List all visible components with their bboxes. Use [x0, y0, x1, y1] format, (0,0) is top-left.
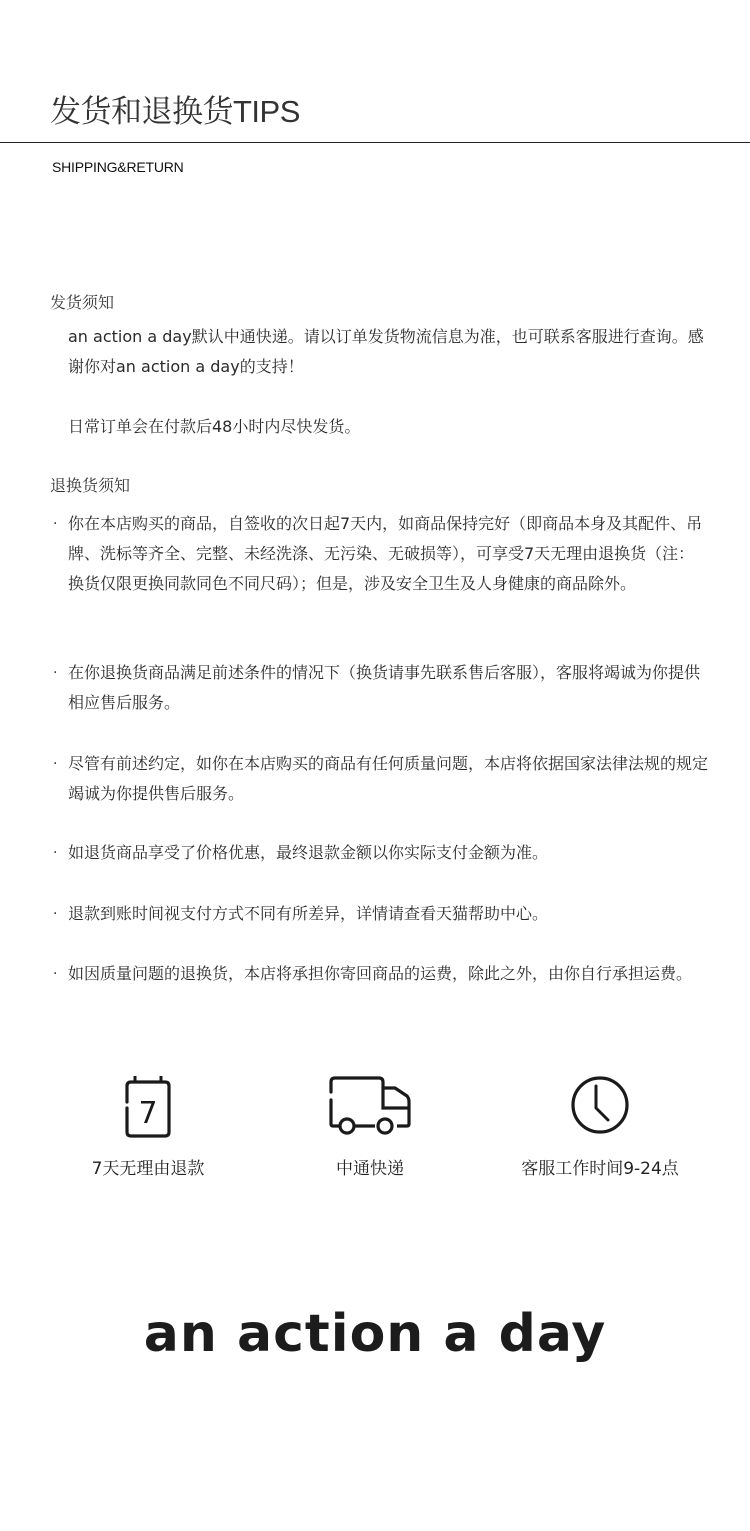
svg-text:7: 7 [138, 1096, 158, 1131]
feature-label: 7天无理由退款 [91, 1159, 205, 1179]
bullet-icon: · [53, 665, 58, 681]
feature-label: 中通快递 [336, 1159, 404, 1179]
header-divider [0, 142, 750, 143]
returns-item-text: 如因质量问题的退换货，本店将承担你寄回商品的运费，除此之外，由你自行承担运费。 [68, 964, 693, 983]
returns-heading: 退换货须知 [50, 476, 131, 495]
returns-item-text: 退款到账时间视支付方式不同有所差异，详情请查看天猫帮助中心。 [68, 904, 549, 923]
feature-seven-day-return [48, 1070, 248, 1179]
returns-item-text: 你在本店购买的商品，自签收的次日起7天内，如商品保持完好（即商品本身及其配件、吊牌、洗标等齐全、完整、未经洗涤、无污染、无破损等），可享受7天无理由退换货（注：换货仅限更换同款同色不同尺码）；但是，涉及安全卫生及人身健康的商品除外。 [68, 514, 703, 593]
calendar-7-icon [113, 1070, 183, 1140]
returns-item-text: 尽管有前述约定，如你在本店购买的商品有任何质量问题，本店将依据国家法律法规的规定竭诚为你提供售后服务。 [68, 754, 709, 803]
returns-list-item [50, 959, 710, 989]
returns-item-text: 如退货商品享受了价格优惠，最终退款金额以你实际支付金额为准。 [68, 843, 549, 862]
returns-list-item [50, 899, 710, 929]
service-features [0, 1070, 750, 1190]
feature-express-delivery [270, 1070, 470, 1179]
returns-list-item [50, 838, 710, 868]
returns-list-item [50, 509, 710, 599]
bullet-icon: · [53, 516, 58, 532]
shipping-heading: 发货须知 [50, 293, 115, 312]
page-title: 发货和退换货TIPS [50, 94, 300, 129]
returns-list-item [50, 749, 710, 809]
shipping-paragraph: an action a day默认中通快递。请以订单发货物流信息为准，也可联系客服进行查询。感谢你对an action a day的支持！ [68, 327, 704, 376]
feature-service-hours [500, 1070, 700, 1179]
returns-item-text: 在你退换货商品满足前述条件的情况下（换货请事先联系售后客服），客服将竭诚为你提供相应售后服务。 [68, 663, 701, 712]
delivery-truck-icon [325, 1070, 415, 1140]
page-subtitle: SHIPPING&RETURN [52, 159, 184, 175]
bullet-icon: · [53, 845, 58, 861]
brand-logo: an action a day [143, 1304, 607, 1364]
returns-list-item [50, 658, 710, 718]
bullet-icon: · [53, 906, 58, 922]
clock-icon [565, 1070, 635, 1140]
shipping-paragraph: 日常订单会在付款后48小时内尽快发货。 [68, 417, 361, 436]
bullet-icon: · [53, 966, 58, 982]
feature-label: 客服工作时间9-24点 [521, 1159, 679, 1179]
bullet-icon: · [53, 756, 58, 772]
